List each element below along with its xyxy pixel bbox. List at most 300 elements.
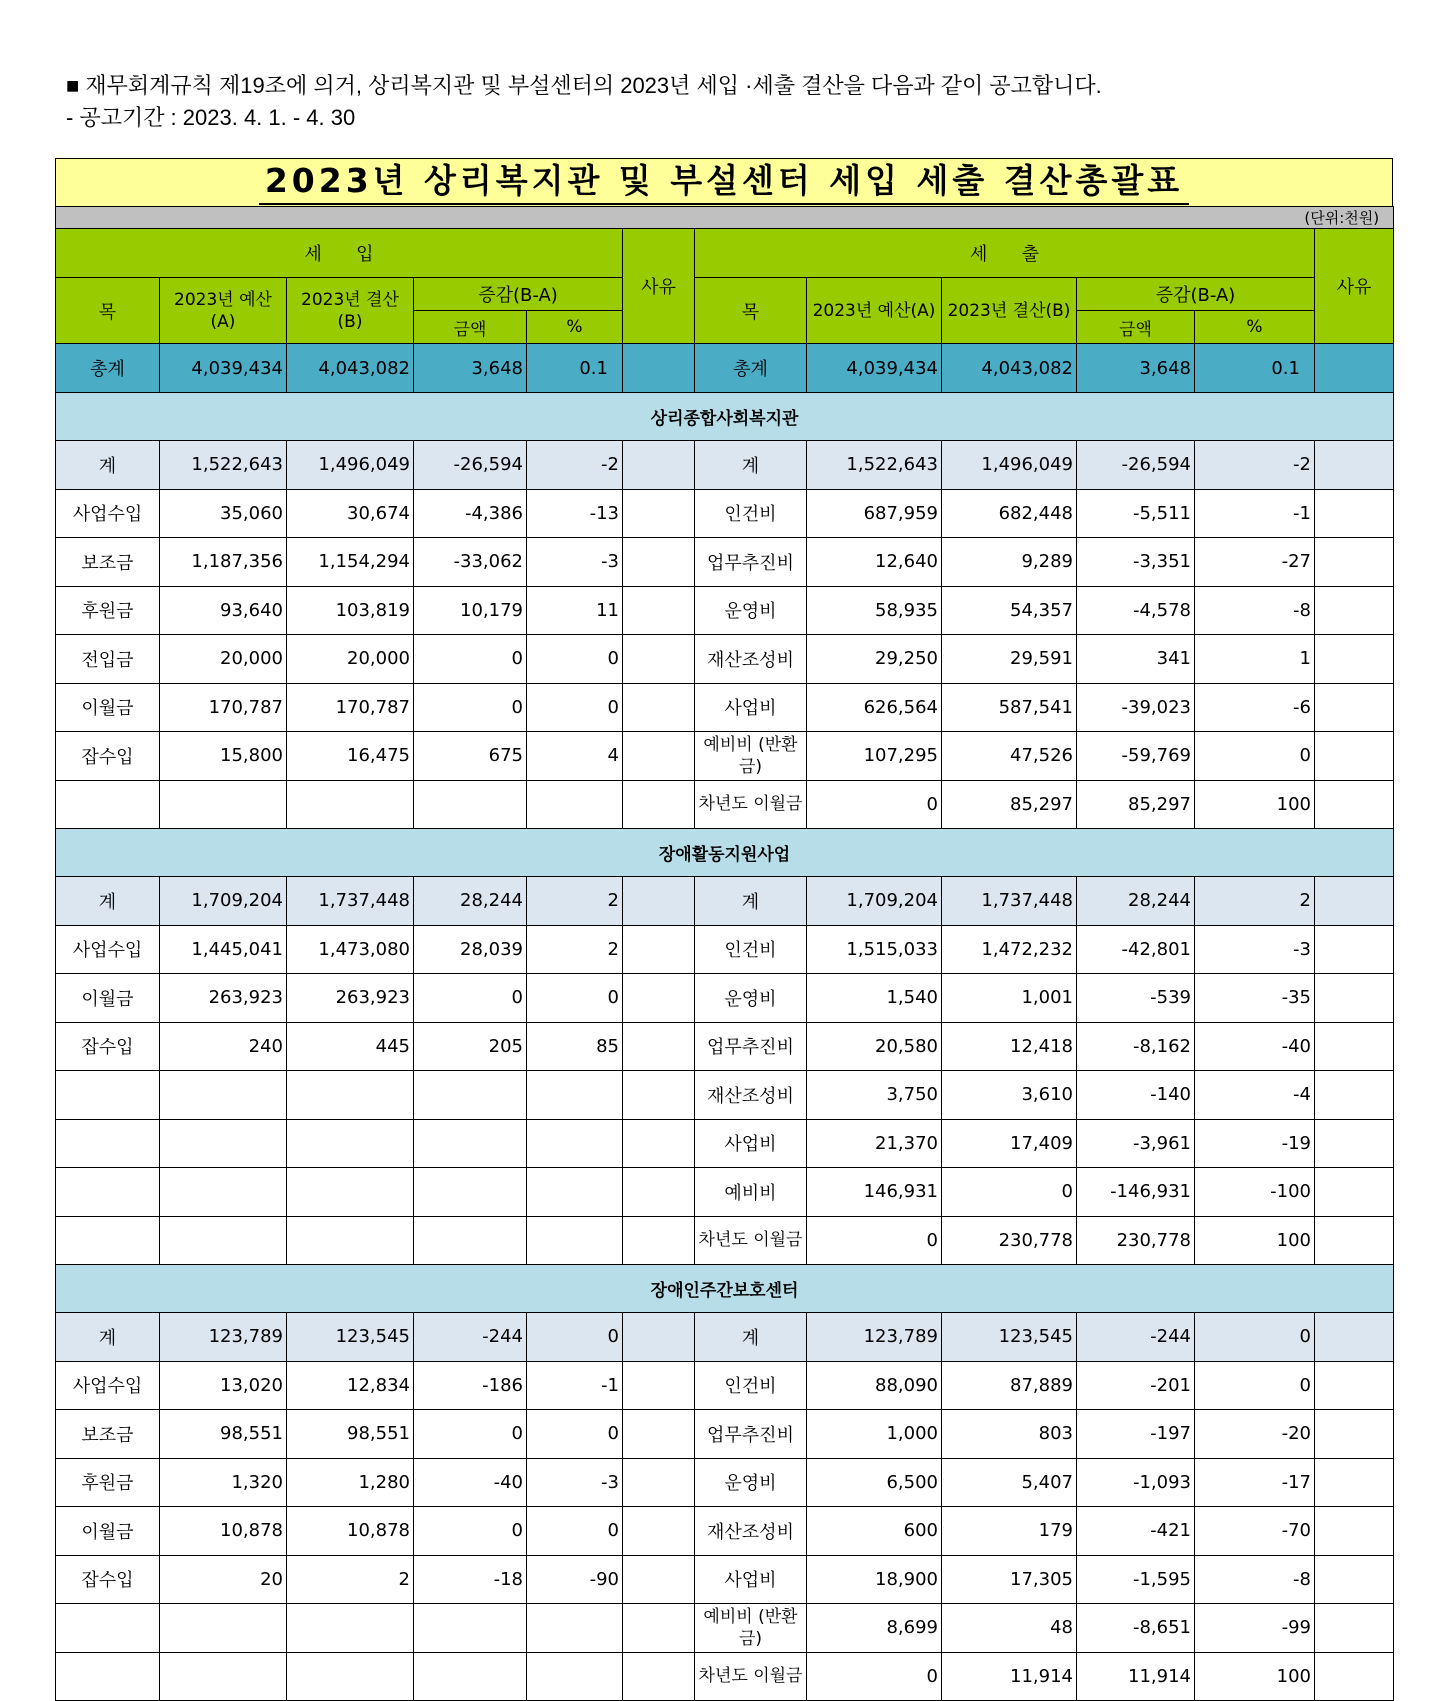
expense-budget: 687,959 [807,489,942,538]
income-budget: 10,878 [160,1507,287,1556]
expense-pct: -3 [1195,925,1315,974]
income-item: 사업수입 [56,1361,160,1410]
income-amount: -18 [414,1555,527,1604]
income-item: 후원금 [56,586,160,635]
expense-reason [1315,1604,1394,1653]
expense-settle: 5,407 [942,1458,1077,1507]
income-pct [527,780,623,829]
expense-settle: 47,526 [942,732,1077,781]
expense-budget: 21,370 [807,1119,942,1168]
table-row [56,1410,1394,1459]
expense-pct-header: % [1195,311,1315,344]
income-settle [287,1119,414,1168]
expense-amount: -4,578 [1077,586,1195,635]
expense-amount: -8,651 [1077,1604,1195,1653]
expense-reason [1315,1168,1394,1217]
income-settle: 16,475 [287,732,414,781]
expense-reason [1315,489,1394,538]
expense-item: 계 [695,877,807,926]
income-total-label: 총계 [56,344,160,393]
section-header-row [56,1265,1394,1313]
expense-amount: -3,961 [1077,1119,1195,1168]
expense-reason [1315,1410,1394,1459]
income-item: 보조금 [56,538,160,587]
expense-pct: -35 [1195,974,1315,1023]
expense-item: 재산조성비 [695,1071,807,1120]
notice-line-1: ■ 재무회계규칙 제19조에 의거, 상리복지관 및 부설센터의 2023년 세입 ·세출 결산을 다음과 같이 공고합니다. [66,73,1102,98]
table-row [56,1458,1394,1507]
income-amount: -26,594 [414,441,527,490]
expense-budget: 146,931 [807,1168,942,1217]
income-settle [287,1071,414,1120]
income-budget: 20,000 [160,635,287,684]
income-budget: 1,522,643 [160,441,287,490]
expense-budget: 18,900 [807,1555,942,1604]
expense-total-reason [1315,344,1394,393]
table-row [56,1119,1394,1168]
income-budget: 35,060 [160,489,287,538]
section-header-row [56,393,1394,441]
expense-amount: -39,023 [1077,683,1195,732]
expense-settle: 3,610 [942,1071,1077,1120]
unit-label: (단위:천원) [56,207,1394,229]
income-reason [623,732,695,781]
income-budget: 123,789 [160,1313,287,1362]
income-reason [623,1216,695,1265]
income-budget: 15,800 [160,732,287,781]
expense-reason [1315,974,1394,1023]
expense-budget: 107,295 [807,732,942,781]
expense-pct: -2 [1195,441,1315,490]
income-pct: 0 [527,1313,623,1362]
expense-item: 차년도 이월금 [695,1216,807,1265]
expense-settle: 123,545 [942,1313,1077,1362]
expense-settle: 230,778 [942,1216,1077,1265]
income-pct: 85 [527,1022,623,1071]
expense-budget: 626,564 [807,683,942,732]
income-reason [623,683,695,732]
income-amount: 0 [414,1507,527,1556]
expense-pct: -19 [1195,1119,1315,1168]
income-budget: 170,787 [160,683,287,732]
income-reason [623,974,695,1023]
expense-budget: 20,580 [807,1022,942,1071]
expense-item: 사업비 [695,1555,807,1604]
income-reason [623,1022,695,1071]
expense-item: 업무추진비 [695,538,807,587]
income-item: 이월금 [56,1507,160,1556]
income-pct [527,1652,623,1701]
expense-settle: 17,409 [942,1119,1077,1168]
expense-amount: -140 [1077,1071,1195,1120]
expense-pct: 100 [1195,1216,1315,1265]
expense-settle: 1,737,448 [942,877,1077,926]
income-reason [623,925,695,974]
expense-budget: 12,640 [807,538,942,587]
income-settle: 1,280 [287,1458,414,1507]
expense-amount: -1,595 [1077,1555,1195,1604]
expense-amount: 11,914 [1077,1652,1195,1701]
income-amount [414,1168,527,1217]
income-pct: -1 [527,1361,623,1410]
table-title-bar [55,158,1393,206]
expense-settle: 1,472,232 [942,925,1077,974]
income-settle: 103,819 [287,586,414,635]
expense-reason [1315,1071,1394,1120]
expense-reason [1315,441,1394,490]
expense-reason [1315,1652,1394,1701]
income-budget: 93,640 [160,586,287,635]
income-settle-header: 2023년 결산(B) [287,278,414,344]
expense-total-pct: 0.1 [1195,344,1315,393]
header-row-2 [56,278,1394,311]
expense-settle-header: 2023년 결산(B) [942,278,1077,344]
income-amount: 0 [414,635,527,684]
income-reason [623,1555,695,1604]
expense-item: 재산조성비 [695,1507,807,1556]
income-pct: -13 [527,489,623,538]
income-item: 잡수입 [56,1022,160,1071]
income-settle: 10,878 [287,1507,414,1556]
table-title: 2023년 상리복지관 및 부설센터 세입 세출 결산총괄표 [259,159,1189,205]
income-amount: 28,244 [414,877,527,926]
income-pct: 0 [527,1507,623,1556]
expense-diff-header: 증감(B-A) [1077,278,1315,311]
subtotal-row [56,1313,1394,1362]
income-reason [623,1361,695,1410]
table-row [56,1604,1394,1653]
income-amount [414,1604,527,1653]
expense-settle: 682,448 [942,489,1077,538]
income-reason [623,635,695,684]
expense-pct: 0 [1195,1361,1315,1410]
income-item-header: 목 [56,278,160,344]
income-reason-header: 사유 [623,229,695,344]
expense-budget: 0 [807,780,942,829]
expense-settle: 11,914 [942,1652,1077,1701]
expense-pct: -1 [1195,489,1315,538]
income-reason [623,1071,695,1120]
expense-item: 인건비 [695,489,807,538]
income-item [56,780,160,829]
table-row [56,538,1394,587]
income-reason [623,538,695,587]
income-pct: 0 [527,635,623,684]
expense-reason [1315,635,1394,684]
expense-item: 운영비 [695,974,807,1023]
income-amount: 28,039 [414,925,527,974]
notice-line-2: - 공고기간 : 2023. 4. 1. - 4. 30 [66,105,356,130]
expense-pct: -17 [1195,1458,1315,1507]
income-budget-header: 2023년 예산(A) [160,278,287,344]
income-pct [527,1071,623,1120]
expense-budget: 1,540 [807,974,942,1023]
table-row [56,683,1394,732]
income-budget [160,1652,287,1701]
income-pct: 0 [527,683,623,732]
income-reason [623,780,695,829]
income-amount: 205 [414,1022,527,1071]
expense-amount: -539 [1077,974,1195,1023]
income-budget: 1,187,356 [160,538,287,587]
expense-settle: 1,001 [942,974,1077,1023]
expense-reason [1315,1313,1394,1362]
income-item: 이월금 [56,683,160,732]
expense-pct: -70 [1195,1507,1315,1556]
expense-reason [1315,877,1394,926]
expense-amount: -3,351 [1077,538,1195,587]
expense-item: 예비비 (반환금) [695,1604,807,1653]
expense-amount: -421 [1077,1507,1195,1556]
expense-settle: 1,496,049 [942,441,1077,490]
expense-budget: 8,699 [807,1604,942,1653]
income-budget: 240 [160,1022,287,1071]
table-row [56,974,1394,1023]
expense-item: 업무추진비 [695,1410,807,1459]
income-pct: 0 [527,974,623,1023]
total-row [56,344,1394,393]
income-budget: 1,445,041 [160,925,287,974]
expense-amount: -59,769 [1077,732,1195,781]
income-amount: -4,386 [414,489,527,538]
expense-amount: -8,162 [1077,1022,1195,1071]
expense-pct: -8 [1195,586,1315,635]
expense-item-header: 목 [695,278,807,344]
expense-pct: -6 [1195,683,1315,732]
income-item [56,1071,160,1120]
table-row [56,1168,1394,1217]
income-item: 계 [56,877,160,926]
expense-reason [1315,1361,1394,1410]
income-settle: 12,834 [287,1361,414,1410]
expense-pct: 0 [1195,732,1315,781]
income-amount: 0 [414,974,527,1023]
income-item: 전입금 [56,635,160,684]
expense-item: 인건비 [695,1361,807,1410]
income-amount-header: 금액 [414,311,527,344]
expense-reason [1315,1119,1394,1168]
expense-amount: -26,594 [1077,441,1195,490]
income-budget: 13,020 [160,1361,287,1410]
expense-pct: 2 [1195,877,1315,926]
income-total-reason [623,344,695,393]
expense-total-budget: 4,039,434 [807,344,942,393]
income-pct [527,1216,623,1265]
income-amount [414,1119,527,1168]
expense-total-amount: 3,648 [1077,344,1195,393]
income-settle: 263,923 [287,974,414,1023]
expense-settle: 87,889 [942,1361,1077,1410]
expense-settle: 85,297 [942,780,1077,829]
section-title: 장애활동지원사업 [56,829,1394,877]
expense-reason [1315,1022,1394,1071]
expense-pct: -40 [1195,1022,1315,1071]
income-budget: 1,320 [160,1458,287,1507]
expense-item: 계 [695,1313,807,1362]
income-pct [527,1168,623,1217]
expense-settle: 29,591 [942,635,1077,684]
expense-total-settle: 4,043,082 [942,344,1077,393]
expense-reason [1315,538,1394,587]
income-item: 후원금 [56,1458,160,1507]
table-row [56,1216,1394,1265]
income-settle [287,1168,414,1217]
income-reason [623,877,695,926]
income-pct: 0 [527,1410,623,1459]
income-settle [287,1216,414,1265]
income-amount: -40 [414,1458,527,1507]
expense-amount: -201 [1077,1361,1195,1410]
table-row [56,780,1394,829]
income-settle: 123,545 [287,1313,414,1362]
settlement-table [55,206,1394,1701]
table-row [56,635,1394,684]
income-reason [623,1507,695,1556]
income-total-settle: 4,043,082 [287,344,414,393]
expense-item: 운영비 [695,586,807,635]
income-budget [160,1216,287,1265]
expense-amount: -146,931 [1077,1168,1195,1217]
income-item: 사업수입 [56,489,160,538]
income-total-budget: 4,039,434 [160,344,287,393]
expense-pct: -100 [1195,1168,1315,1217]
income-item: 잡수입 [56,1555,160,1604]
expense-reason-header: 사유 [1315,229,1394,344]
income-reason [623,586,695,635]
income-pct: 2 [527,877,623,926]
expense-pct: -20 [1195,1410,1315,1459]
income-settle: 170,787 [287,683,414,732]
unit-row [56,207,1394,229]
expense-settle: 803 [942,1410,1077,1459]
expense-reason [1315,1216,1394,1265]
expense-budget: 600 [807,1507,942,1556]
income-total-pct: 0.1 [527,344,623,393]
expense-amount: -244 [1077,1313,1195,1362]
expense-amount: 85,297 [1077,780,1195,829]
income-reason [623,441,695,490]
income-amount: 0 [414,1410,527,1459]
table-row [56,1022,1394,1071]
income-item: 잡수입 [56,732,160,781]
income-reason [623,1168,695,1217]
income-settle [287,1652,414,1701]
section-header-row [56,829,1394,877]
expense-reason [1315,683,1394,732]
expense-pct: 100 [1195,780,1315,829]
income-item [56,1652,160,1701]
income-reason [623,1458,695,1507]
income-amount: -186 [414,1361,527,1410]
expense-reason [1315,586,1394,635]
expense-reason [1315,925,1394,974]
income-reason [623,1652,695,1701]
section-title: 상리종합사회복지관 [56,393,1394,441]
income-settle: 30,674 [287,489,414,538]
income-amount: -33,062 [414,538,527,587]
income-item: 사업수입 [56,925,160,974]
income-reason [623,489,695,538]
income-item: 계 [56,1313,160,1362]
table-row [56,1555,1394,1604]
income-budget: 263,923 [160,974,287,1023]
table-row [56,732,1394,781]
income-pct [527,1604,623,1653]
income-pct: 11 [527,586,623,635]
section-title: 장애인주간보호센터 [56,1265,1394,1313]
expense-amount: 230,778 [1077,1216,1195,1265]
income-budget [160,1168,287,1217]
expense-pct: -27 [1195,538,1315,587]
income-settle [287,1604,414,1653]
expense-item: 재산조성비 [695,635,807,684]
subtotal-row [56,877,1394,926]
table-row [56,586,1394,635]
expense-budget: 1,515,033 [807,925,942,974]
expense-amount: 28,244 [1077,877,1195,926]
income-reason [623,1313,695,1362]
expense-item: 차년도 이월금 [695,780,807,829]
expense-reason [1315,1507,1394,1556]
table-row [56,925,1394,974]
expense-item: 예비비 (반환금) [695,732,807,781]
table-row [56,1361,1394,1410]
expense-total-label: 총계 [695,344,807,393]
expense-pct: -4 [1195,1071,1315,1120]
expense-budget-header: 2023년 예산(A) [807,278,942,344]
income-amount [414,1071,527,1120]
expense-settle: 0 [942,1168,1077,1217]
income-settle: 98,551 [287,1410,414,1459]
income-pct: -90 [527,1555,623,1604]
expense-amount: -42,801 [1077,925,1195,974]
expense-item: 차년도 이월금 [695,1652,807,1701]
table-row [56,1507,1394,1556]
income-pct: -2 [527,441,623,490]
income-pct: -3 [527,1458,623,1507]
expense-settle: 179 [942,1507,1077,1556]
income-pct [527,1119,623,1168]
income-settle: 445 [287,1022,414,1071]
expense-settle: 48 [942,1604,1077,1653]
income-settle: 1,154,294 [287,538,414,587]
settlement-summary [55,158,1393,1701]
expense-settle: 12,418 [942,1022,1077,1071]
expense-budget: 29,250 [807,635,942,684]
income-budget [160,1071,287,1120]
income-amount [414,1216,527,1265]
expense-budget: 3,750 [807,1071,942,1120]
subtotal-row [56,441,1394,490]
income-amount: -244 [414,1313,527,1362]
expense-item: 사업비 [695,683,807,732]
income-amount: 675 [414,732,527,781]
income-item [56,1168,160,1217]
expense-settle: 54,357 [942,586,1077,635]
notice [66,70,1102,134]
expense-pct: 1 [1195,635,1315,684]
income-settle: 1,473,080 [287,925,414,974]
expense-budget: 6,500 [807,1458,942,1507]
expense-item: 계 [695,441,807,490]
income-item [56,1216,160,1265]
table-row [56,489,1394,538]
income-header: 세 입 [56,229,623,278]
expense-budget: 1,709,204 [807,877,942,926]
income-item [56,1119,160,1168]
expense-reason [1315,1458,1394,1507]
expense-amount: -1,093 [1077,1458,1195,1507]
